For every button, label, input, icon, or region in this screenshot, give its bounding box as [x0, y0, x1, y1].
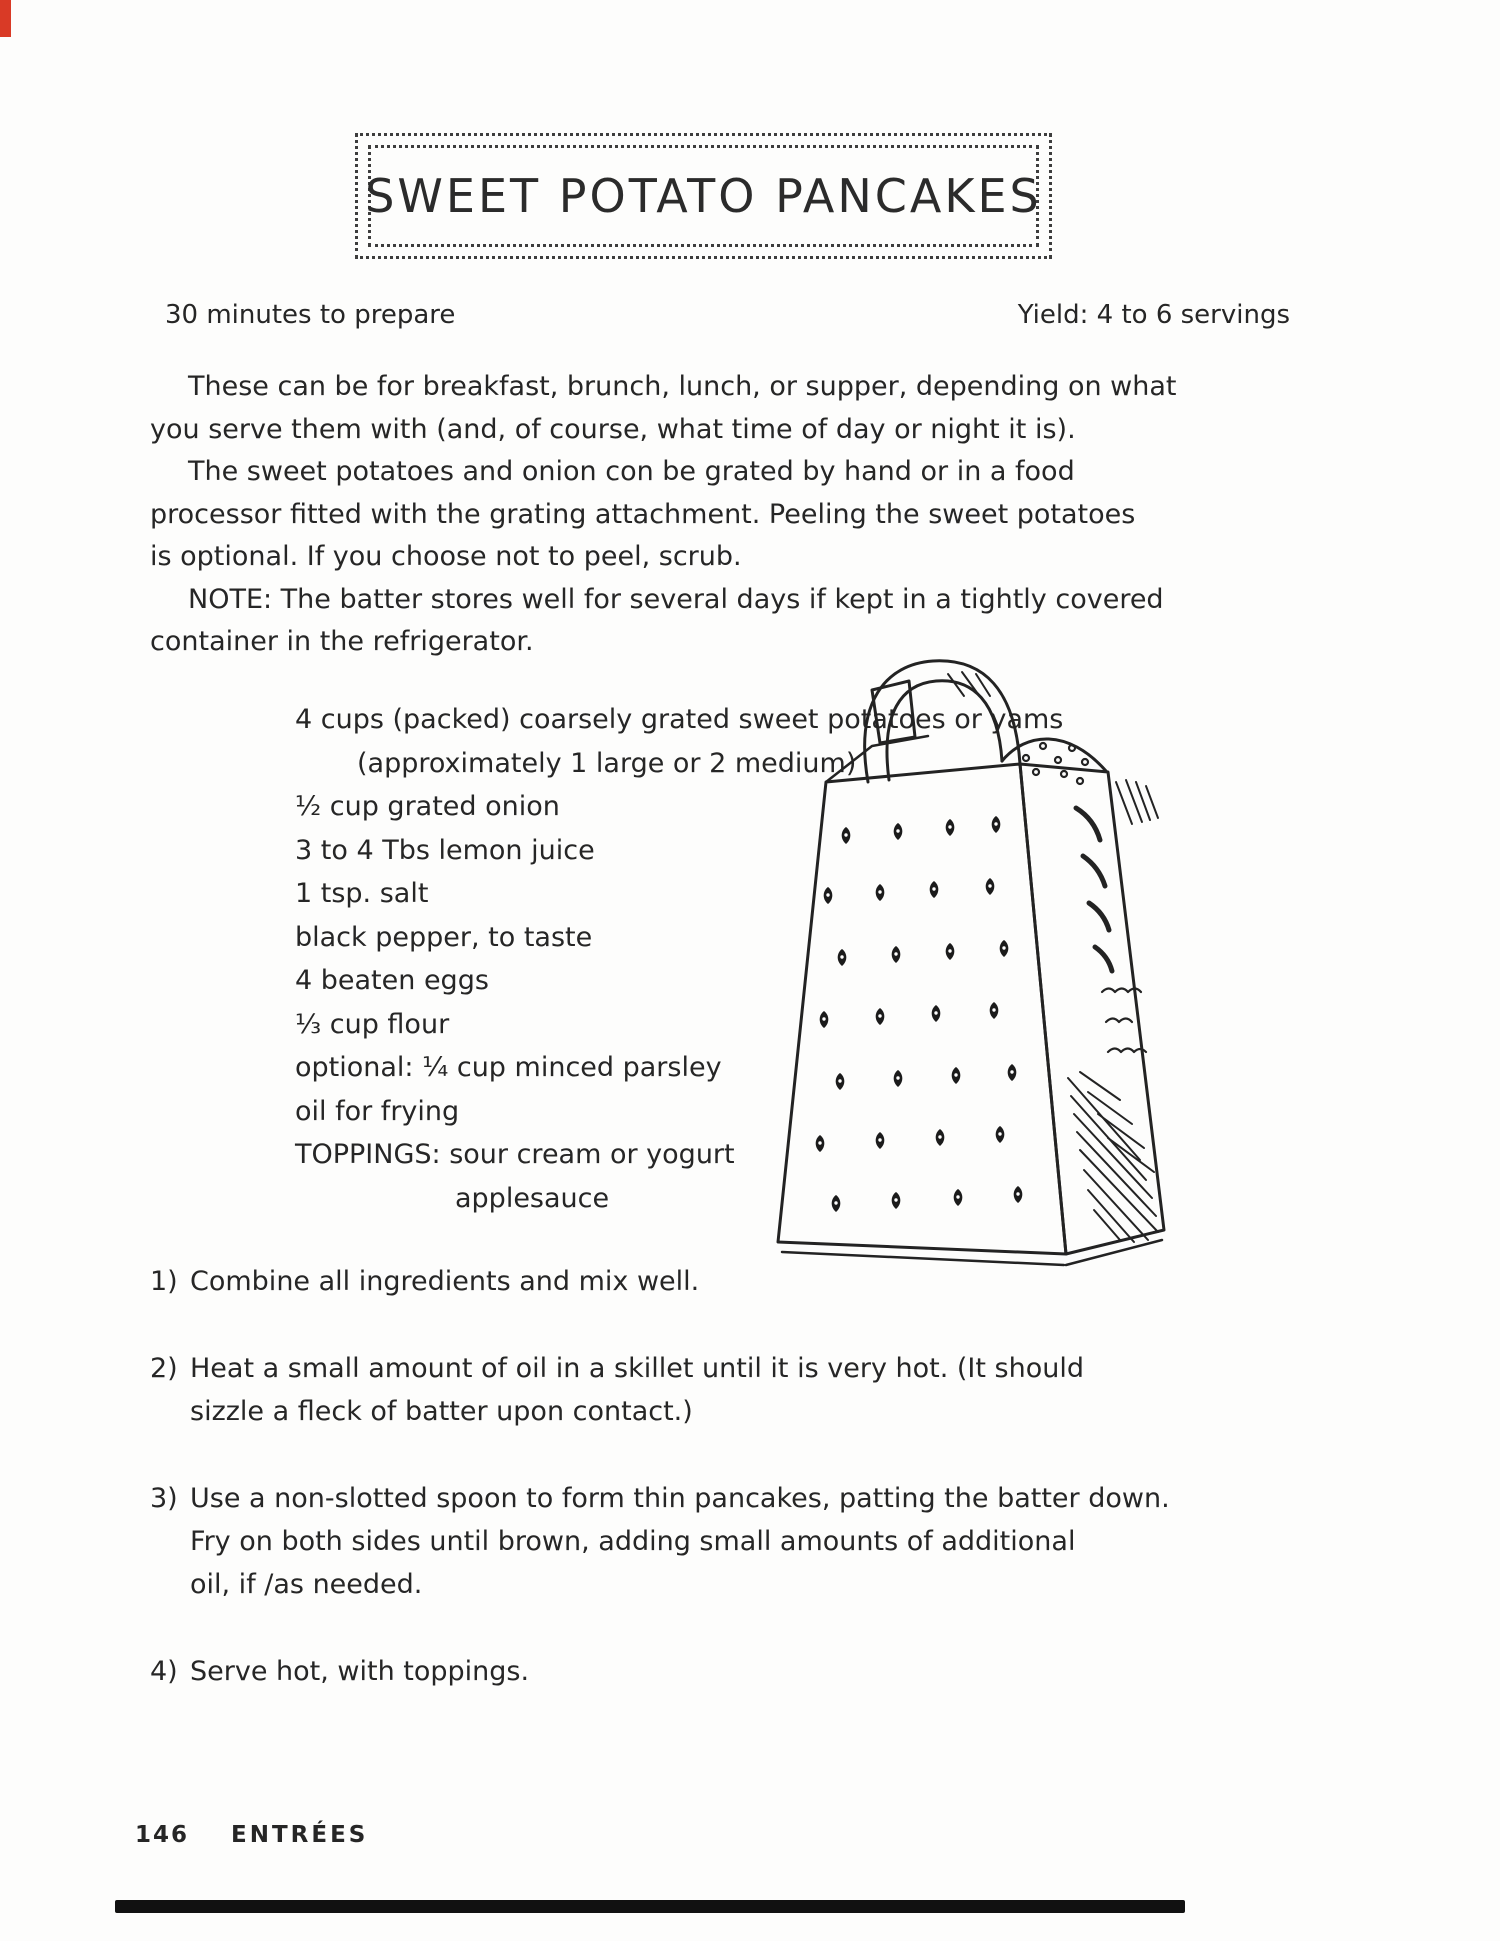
page-title: SWEET POTATO PANCAKES [365, 169, 1042, 223]
text-line: Heat a small amount of oil in a skillet until it is very hot. (It should [190, 1353, 1085, 1384]
text-line: Use a non-slotted spoon to form thin pancakes, patting the batter down. [190, 1483, 1170, 1514]
intro-paragraphs [150, 366, 1300, 664]
text-line: Serve hot, with toppings. [190, 1656, 530, 1687]
recipe-title-inner-border [365, 145, 1042, 247]
step-3-number: 3) [150, 1483, 178, 1514]
step-1-number: 1) [150, 1266, 178, 1297]
section-label: ENTRÉES [231, 1822, 369, 1848]
step-2 [150, 1347, 1084, 1433]
text-line: ½ cup grated onion [295, 791, 560, 822]
page-footer [135, 1822, 368, 1848]
step-2-number: 2) [150, 1353, 178, 1384]
text-line: NOTE: The batter stores well for several days if kept in a tightly covered [188, 583, 1164, 615]
text-line: TOPPINGS: sour cream or yogurt [295, 1139, 735, 1170]
yield-label: Yield: 4 to 6 servings [1017, 300, 1290, 330]
text-line: oil for frying [295, 1095, 460, 1127]
text-line: ⅓ cup flour [295, 1008, 450, 1040]
prep-time-label: 30 minutes to prepare [165, 300, 456, 330]
scan-red-mark [0, 0, 11, 37]
step-4-text [190, 1650, 529, 1693]
text-line: Fry on both sides until brown, adding small amounts of additional [190, 1526, 1076, 1557]
text-line: Combine all ingredients and mix well. [190, 1266, 700, 1297]
step-4-number: 4) [150, 1656, 178, 1687]
text-line: container in the refrigerator. [150, 626, 534, 657]
step-2-text [190, 1347, 1084, 1433]
text-line: 3 to 4 Tbs lemon juice [295, 834, 595, 866]
text-line: you serve them with (and, of course, what time of day or night it is). [150, 413, 1076, 445]
text-line: optional: ¼ cup minced parsley [295, 1052, 722, 1083]
text-line: The sweet potatoes and onion con be grated by hand or in a food [188, 456, 1075, 487]
text-line: oil, if /as needed. [190, 1569, 423, 1600]
text-line: is optional. If you choose not to peel, scrub. [150, 541, 742, 572]
text-line: (approximately 1 large or 2 medium) [357, 747, 857, 779]
step-4 [150, 1650, 529, 1693]
text-line: processor fitted with the grating attachment. Peeling the sweet potatoes [150, 498, 1136, 530]
text-line: sizzle a fleck of batter upon contact.) [190, 1396, 693, 1427]
recipe-title-box [355, 133, 1052, 259]
step-1 [150, 1260, 699, 1303]
text-line: These can be for breakfast, brunch, lunch, or supper, depending on what [188, 371, 1177, 402]
step-3 [150, 1477, 1170, 1606]
scan-edge-bar [115, 1900, 1185, 1913]
grater-holes [816, 816, 1023, 1212]
text-line: 1 tsp. salt [295, 878, 429, 909]
text-line: applesauce [455, 1182, 610, 1214]
page-number: 146 [135, 1822, 190, 1848]
box-grater-illustration [768, 640, 1192, 1346]
step-3-text [190, 1477, 1170, 1606]
text-line: 4 beaten eggs [295, 965, 489, 996]
text-line: black pepper, to taste [295, 921, 593, 953]
step-1-text [190, 1260, 699, 1303]
text-line: 4 cups (packed) coarsely grated sweet potatoes or yams [295, 704, 1064, 735]
